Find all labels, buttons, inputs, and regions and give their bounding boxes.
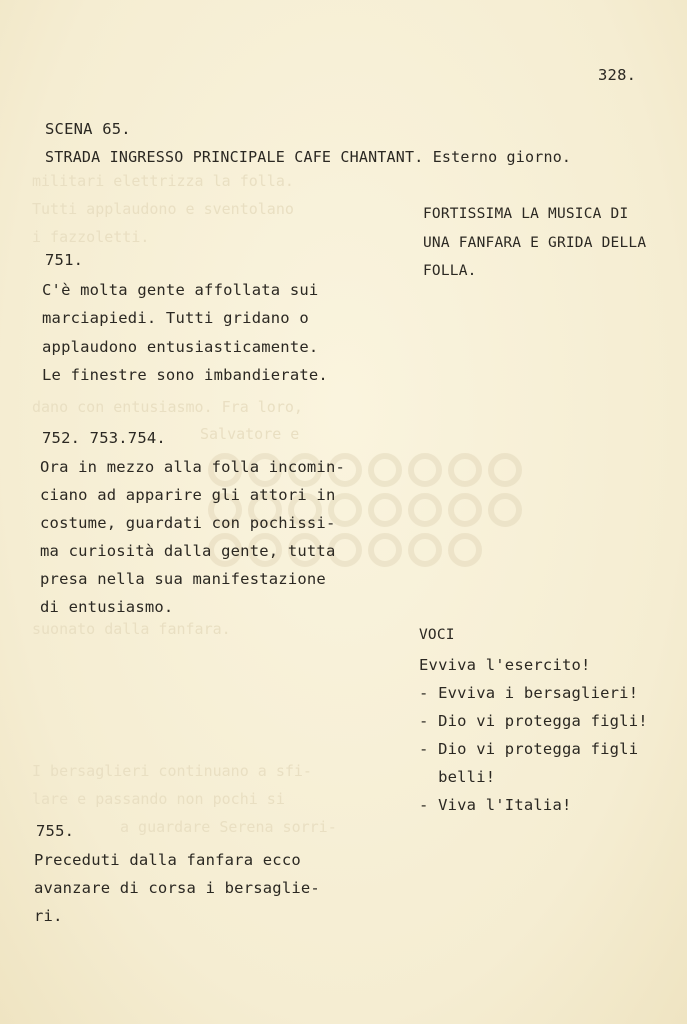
shot-description-line: Preceduti dalla fanfara ecco xyxy=(34,851,301,869)
audio-cue-line: UNA FANFARA E GRIDA DELLA xyxy=(423,235,647,251)
shot-description-line: marciapiedi. Tutti gridano o xyxy=(42,309,309,327)
bleed-through-text: dano con entusiasmo. Fra loro, xyxy=(32,398,303,416)
bleed-through-text: Tutti applaudono e sventolano xyxy=(32,200,294,218)
bleed-through-text: Salvatore e xyxy=(200,425,300,443)
voice-line: - Viva l'Italia! xyxy=(419,796,572,814)
shot-description-line: ma curiosità dalla gente, tutta xyxy=(40,542,336,560)
voice-line: - Dio vi protegga figli xyxy=(419,740,639,758)
shot-description-line: presa nella sua manifestazione xyxy=(40,570,326,588)
shot-description-line: di entusiasmo. xyxy=(40,598,174,616)
shot-description-line: Le finestre sono imbandierate. xyxy=(42,366,328,384)
shot-description-line: C'è molta gente affollata sui xyxy=(42,281,319,299)
shot-description-line: ciano ad apparire gli attori in xyxy=(40,486,336,504)
bleed-through-text: I bersaglieri continuano a sfi- xyxy=(32,762,312,780)
bleed-through-text: i fazzoletti. xyxy=(32,228,150,246)
scene-location: STRADA INGRESSO PRINCIPALE CAFE CHANTANT. Esterno giorno. xyxy=(45,148,572,166)
shot-description-line: avanzare di corsa i bersaglie- xyxy=(34,879,320,897)
page-number: 328. xyxy=(598,66,637,84)
audio-cue-line: FOLLA. xyxy=(423,263,477,279)
scene-label: SCENA 65. xyxy=(45,120,131,138)
shot-description-line: Ora in mezzo alla folla incomin- xyxy=(40,458,346,476)
audio-cue-line: FORTISSIMA LA MUSICA DI xyxy=(423,206,629,222)
voice-line: Evviva l'esercito! xyxy=(419,656,591,674)
bleed-through-text: suonato dalla fanfara. xyxy=(32,620,231,638)
voice-line: - Dio vi protegga figli! xyxy=(419,712,648,730)
shot-description-line: applaudono entusiasticamente. xyxy=(42,338,319,356)
shot-number: 752. 753.754. xyxy=(42,429,166,447)
bleed-through-text: lare e passando non pochi si xyxy=(32,790,285,808)
shot-number: 755. xyxy=(36,822,75,840)
shot-number: 751. xyxy=(45,251,84,269)
shot-description-line: ri. xyxy=(34,907,63,925)
bleed-through-text: a guardare Serena sorri- xyxy=(120,818,337,836)
voice-line: belli! xyxy=(419,768,496,786)
shot-description-line: costume, guardati con pochissi- xyxy=(40,514,336,532)
voice-line: - Evviva i bersaglieri! xyxy=(419,684,639,702)
voices-label: VOCI xyxy=(419,627,455,643)
bleed-through-text: militari elettrizza la folla. xyxy=(32,172,294,190)
